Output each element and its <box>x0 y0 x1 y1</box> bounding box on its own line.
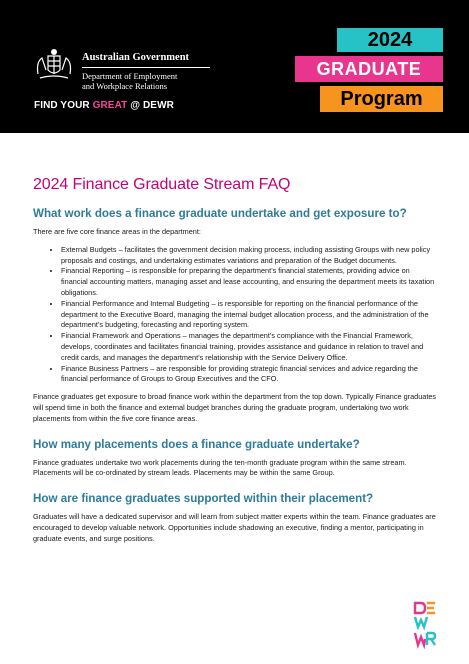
gov-line-1: Australian Government <box>82 52 190 63</box>
finance-areas-list <box>33 245 438 385</box>
tagline-highlight: GREAT <box>92 100 128 111</box>
tagline-part-1: FIND YOUR <box>34 100 93 111</box>
coat-of-arms-logo <box>32 48 76 82</box>
dewr-logo <box>413 601 437 649</box>
wordmark-rule <box>82 67 210 68</box>
section-1-closing: Finance graduates get exposure to broad finance work within the department from the top down. Typically Finance graduates will spend time in both the finance and external budget branches during the graduate program, undertaking two work placements from within the five core finance areas. <box>33 392 437 423</box>
page-title: 2024 Finance Graduate Stream FAQ <box>33 176 291 193</box>
section-1-heading: What work does a finance graduate undertake and get exposure to? <box>33 207 407 220</box>
document-body <box>33 176 438 552</box>
section-2-body: Finance graduates undertake two work placements during the ten-month graduate program within the same stream. Placements will be co-ordinated by stream leads. Placements may be within the same Group. <box>33 457 407 478</box>
list-item: • Financial Framework and Operations – manages the department’s compliance with the Financial Framework, develops, coordinates and facilitates financial training, provides assistance and guidance in relation to travel and credit cards, and manages the department’s relationship with the Service Delivery Office. <box>61 331 438 363</box>
header-banner <box>0 0 469 133</box>
government-wordmark <box>82 52 210 91</box>
tagline-part-2: @ DEWR <box>127 100 174 111</box>
list-item: • External Budgets – facilitates the government decision making process, including assisting Groups with new policy proposals and costings, and undertaking estimates variations and preparation of the Budget documents. <box>61 245 438 267</box>
list-item: • Financial Performance and Internal Budgeting – is responsible for reporting on the financial performance of the department to the Executive Board, managing the internal budget allocation process, and the administration of the department’s budgeting, forecasting and reporting system. <box>61 299 438 331</box>
list-item: • Financial Reporting – is responsible for preparing the department’s financial statements, providing advice on financial accounting matters, managing asset and lease accounting, and ensuring the department meets its taxation obligations. <box>61 266 438 298</box>
section-1-intro: There are five core finance areas in the department: <box>33 227 201 236</box>
tagline <box>34 100 174 111</box>
badge-graduate: GRADUATE <box>295 56 443 82</box>
badge-year: 2024 <box>337 28 443 52</box>
section-3-heading: How are finance graduates supported within their placement? <box>33 492 374 506</box>
gov-line-3: and Workplace Relations <box>82 81 168 91</box>
list-item: • Finance Business Partners – are responsible for providing strategic financial services and advice regarding the financial performance of Groups to Group Executives and the CFO. <box>61 364 438 386</box>
badge-program: Program <box>320 86 443 112</box>
gov-line-2: Department of Employment <box>82 71 178 81</box>
section-3-body: Graduates will have a dedicated supervisor and will learn from subject matter experts within the team. Finance graduates are encouraged to develop valuable network. Opportunities include shadowing an executive, finding a mentor, participating in graduate events, and surge positions. <box>33 512 436 543</box>
section-2-heading: How many placements does a finance graduate undertake? <box>33 437 360 451</box>
